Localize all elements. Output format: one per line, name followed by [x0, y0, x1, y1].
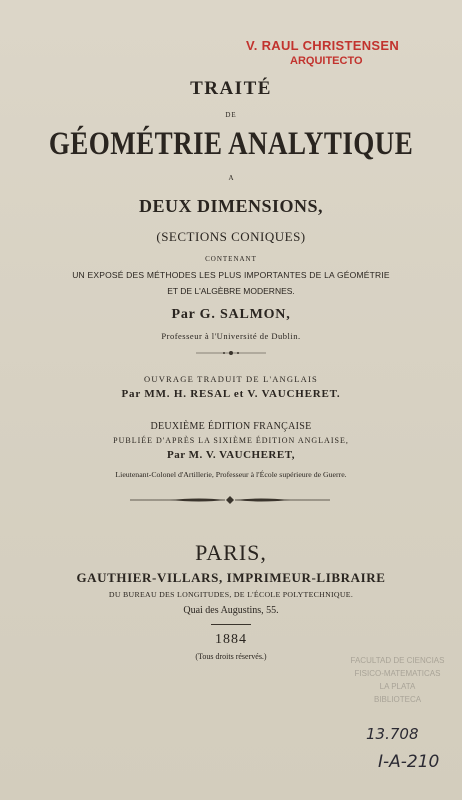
title-traite: TRAITÉ — [190, 78, 272, 99]
library-stamp-line: BIBLIOTECA — [373, 695, 422, 704]
contenant-label: CONTENANT — [205, 255, 257, 263]
inventory-number: 13.708 — [366, 725, 419, 743]
library-stamp-line: FISICO-MATEMATICAS — [354, 669, 441, 678]
rights: (Tous droits réservés.) — [195, 652, 267, 661]
ornament-rule-icon — [130, 496, 330, 504]
ouvrage-traduit: OUVRAGE TRADUIT DE L'ANGLAIS — [144, 374, 318, 384]
title-de: DE — [225, 111, 237, 119]
stamp-name: V. RAUL CHRISTENSEN — [246, 38, 400, 53]
divider — [211, 624, 251, 625]
author: Par G. SALMON, — [171, 307, 291, 322]
vaucheret-title: Lieutenant-Colonel d'Artillerie, Professeur à l'École supérieure de Guerre. — [115, 470, 347, 479]
small-ornament-icon — [196, 350, 266, 356]
library-stamp-line: FACULTAD DE CIENCIAS — [350, 656, 445, 665]
par-vaucheret: Par M. V. VAUCHERET, — [167, 449, 295, 461]
expose-line-2: ET DE L'ALGÈBRE MODERNES. — [167, 286, 295, 296]
title-a: A — [228, 174, 234, 182]
year: 1884 — [215, 632, 247, 647]
library-stamp — [340, 654, 455, 732]
address: Quai des Augustins, 55. — [183, 605, 279, 616]
edition: DEUXIÈME ÉDITION FRANÇAISE — [150, 421, 312, 432]
library-stamp-line: LA PLATA — [379, 682, 416, 691]
shelfmark: I-A-210 — [378, 752, 440, 772]
title-dimensions: DEUX DIMENSIONS, — [138, 196, 324, 216]
title-main: GÉOMÉTRIE ANALYTIQUE — [48, 126, 414, 162]
publisher: GAUTHIER-VILLARS, IMPRIMEUR-LIBRAIRE — [76, 570, 386, 585]
author-title: Professeur à l'Université de Dublin. — [161, 331, 301, 341]
translators: Par MM. H. RESAL et V. VAUCHERET. — [121, 388, 341, 400]
city: PARIS, — [195, 540, 267, 565]
owner-stamp — [246, 38, 446, 67]
expose-line-1: UN EXPOSÉ DES MÉTHODES LES PLUS IMPORTANTES DE LA GÉOMÉTRIE — [72, 270, 390, 280]
title-sections: (SECTIONS CONIQUES) — [156, 229, 306, 244]
stamp-role: ARQUITECTO — [290, 55, 363, 67]
publiee: PUBLIÉE D'APRÈS LA SIXIÈME ÉDITION ANGLAISE, — [113, 436, 349, 445]
bureau: DU BUREAU DES LONGITUDES, DE L'ÉCOLE POLYTECHNIQUE. — [108, 590, 354, 599]
